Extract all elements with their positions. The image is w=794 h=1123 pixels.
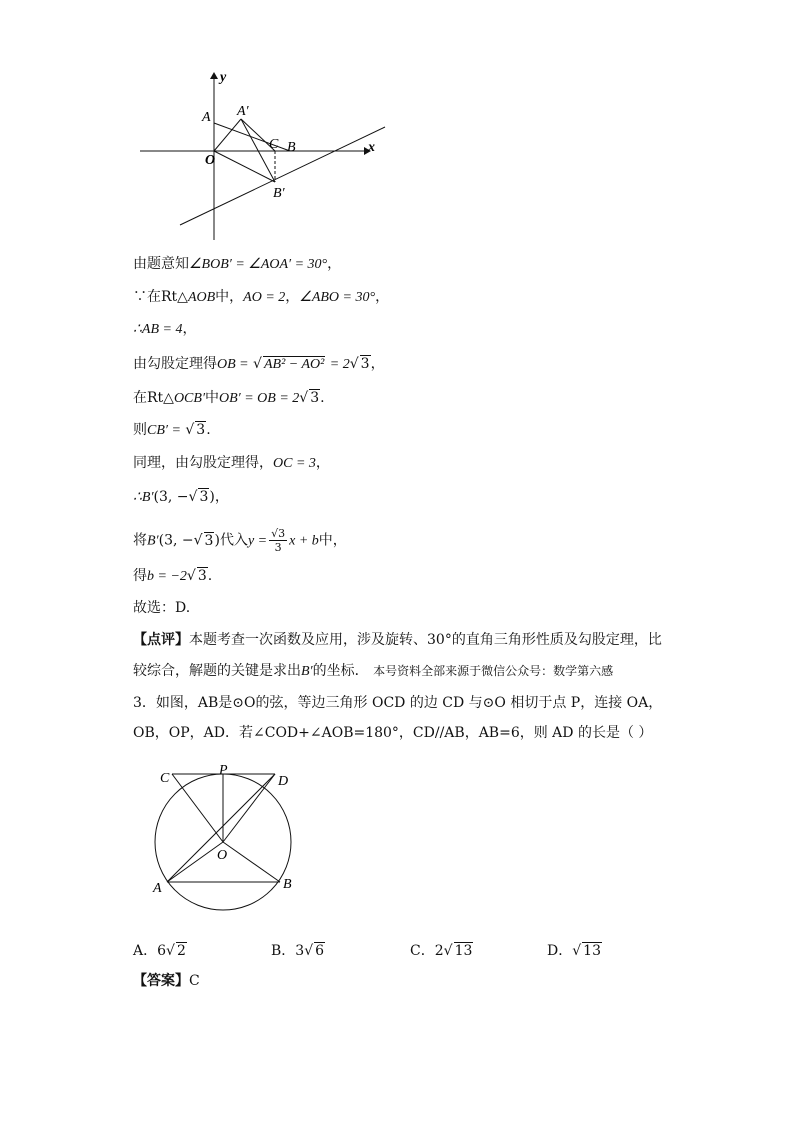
text: .: [206, 422, 211, 438]
text: ，: [327, 256, 342, 272]
numerator: √3: [271, 527, 286, 540]
question3-line-1: 3．如图，AB是⊙O的弦，等边三角形 OCD 的边 CD 与⊙O 相切于点 P，连接 OA，: [133, 695, 663, 711]
option-coef: 6: [157, 943, 167, 959]
solution-line-9: 将B′(3, −√ 3)代入y = $\frac{√3}{3}$ x + b中，: [133, 527, 347, 554]
radicand: AB² − AO²: [263, 357, 325, 372]
math: AOB: [187, 290, 216, 305]
comment-line-2: [133, 661, 613, 682]
question3-line-2: OB，OP，AD．若∠COD+∠AOB=180°，CD//AB，AB=6，则 AD 的长是（ ）: [133, 725, 653, 741]
math: OCB′: [173, 391, 205, 406]
text: ，: [182, 321, 197, 337]
option-letter: D．: [547, 943, 573, 959]
segment-OB: [223, 842, 280, 882]
label-A: A: [202, 110, 211, 125]
text: ，: [370, 356, 385, 372]
option-letter: C．: [410, 943, 435, 959]
solution-line-3: [133, 319, 196, 340]
label-B: B: [287, 140, 296, 155]
option-coef: 2: [434, 943, 444, 959]
math: OB =: [217, 357, 249, 372]
math: CB′ =: [147, 423, 181, 438]
math: ∠ABO = 30°: [299, 290, 376, 305]
radicand: 13: [583, 943, 601, 959]
math: y =: [247, 533, 268, 549]
text: 得: [133, 568, 147, 584]
solution-line-1: [133, 254, 341, 275]
option-C[interactable]: C．2√ 13: [410, 943, 473, 959]
function-line: [180, 127, 385, 225]
radicand: 3: [196, 422, 206, 438]
comment-line-1: [133, 630, 662, 650]
text: 中，: [318, 532, 347, 549]
solution-line-10: 得b = −2√ 3.: [133, 568, 213, 584]
text: ，: [315, 455, 330, 471]
math: ∴B′: [133, 490, 154, 505]
label-A-prime: A′: [237, 104, 249, 119]
math: (3, −: [158, 532, 194, 549]
math: b = −2: [147, 569, 187, 584]
label-A: A: [153, 881, 162, 896]
math: ): [214, 532, 220, 549]
math: = 2: [329, 357, 350, 372]
answer-tag: 【答案】: [133, 973, 189, 989]
radicand: 3: [199, 489, 209, 505]
math: ∴AB = 4: [133, 322, 183, 337]
math: AO = 2: [243, 290, 286, 305]
math: OC = 3: [273, 456, 316, 471]
math: B′: [147, 533, 159, 549]
option-coef: 3: [295, 943, 305, 959]
solution-line-7: [133, 453, 330, 474]
comment-text: 的坐标．: [312, 663, 369, 679]
label-x: x: [368, 140, 375, 155]
text: 将: [133, 532, 147, 549]
radicand: 2: [176, 943, 186, 959]
label-C: C: [160, 771, 170, 786]
label-y: y: [220, 70, 227, 85]
fraction: [269, 527, 287, 554]
solution-line-6: 则CB′ = √ 3.: [133, 422, 211, 438]
radicand: 13: [454, 943, 473, 959]
denominator: 3: [274, 541, 282, 554]
segment-AD: [167, 774, 275, 882]
math: x + b: [289, 533, 319, 549]
radicand: 3: [204, 532, 214, 549]
segment-OC: [172, 774, 223, 842]
coordinate-figure: [135, 65, 395, 245]
radicand: 3: [360, 356, 370, 372]
label-C: C: [269, 137, 279, 152]
segment-OA: [167, 842, 223, 882]
label-P: P: [219, 763, 228, 778]
text: .: [207, 568, 213, 584]
text: 由勾股定理得: [133, 356, 217, 372]
label-B: B: [283, 877, 292, 892]
option-A[interactable]: A．6√ 2: [133, 943, 186, 959]
label-B-prime: B′: [273, 186, 285, 201]
text: ，: [285, 289, 300, 305]
text: ，: [375, 289, 390, 305]
solution-line-4: 由勾股定理得OB = √ AB² − AO² = 2√ 3，: [133, 356, 385, 372]
text: .: [320, 390, 325, 406]
solution-line-8: ∴B′(3, −√ 3)，: [133, 489, 229, 505]
answer-line: [133, 971, 200, 991]
text: 代入: [219, 532, 248, 549]
comment-text: 本题考查一次函数及应用，涉及旋转、30°的直角三角形性质及勾股定理，比: [189, 632, 662, 648]
text: 在Rt△: [133, 390, 174, 406]
text: 中: [205, 390, 219, 406]
option-B[interactable]: B．3√ 6: [271, 943, 325, 959]
text: 则: [133, 422, 147, 438]
text: ，: [214, 489, 229, 505]
text: 中，: [215, 289, 244, 305]
answer-value: C: [189, 973, 200, 989]
label-D: D: [278, 774, 289, 789]
segment-OB-prime: [214, 151, 275, 182]
segment-OD: [223, 774, 275, 842]
math: ∠BOB′ = ∠AOA′ = 30°: [189, 257, 328, 272]
radicand: 6: [315, 943, 325, 959]
math: B′: [301, 664, 313, 679]
solution-line-5: 在Rt△OCB′中OB′ = OB = 2√ 3.: [133, 390, 325, 406]
option-letter: B．: [271, 943, 296, 959]
text: ∵在Rt△: [133, 289, 188, 305]
radicand: 3: [197, 568, 207, 584]
radicand: 3: [310, 390, 320, 406]
label-O: O: [217, 848, 228, 863]
text: 同理，由勾股定理得，: [133, 455, 273, 471]
circle-figure: [150, 762, 310, 922]
option-D[interactable]: D．√ 13: [547, 943, 601, 959]
math: OB′ = OB = 2: [219, 391, 300, 406]
source-note: 本号资料全部来源于微信公众号：数学第六感: [373, 664, 614, 678]
option-letter: A．: [133, 943, 158, 959]
solution-line-11: 故选：D.: [133, 600, 191, 616]
comment-tag: 【点评】: [133, 632, 189, 648]
segment-OA-prime: [214, 119, 241, 151]
solution-line-2: [133, 287, 389, 308]
math: (3, −: [153, 489, 189, 505]
comment-text: 较综合，解题的关键是求出: [133, 663, 301, 679]
text: 由题意知: [133, 256, 189, 272]
math: ): [209, 489, 215, 505]
label-O: O: [205, 153, 216, 168]
